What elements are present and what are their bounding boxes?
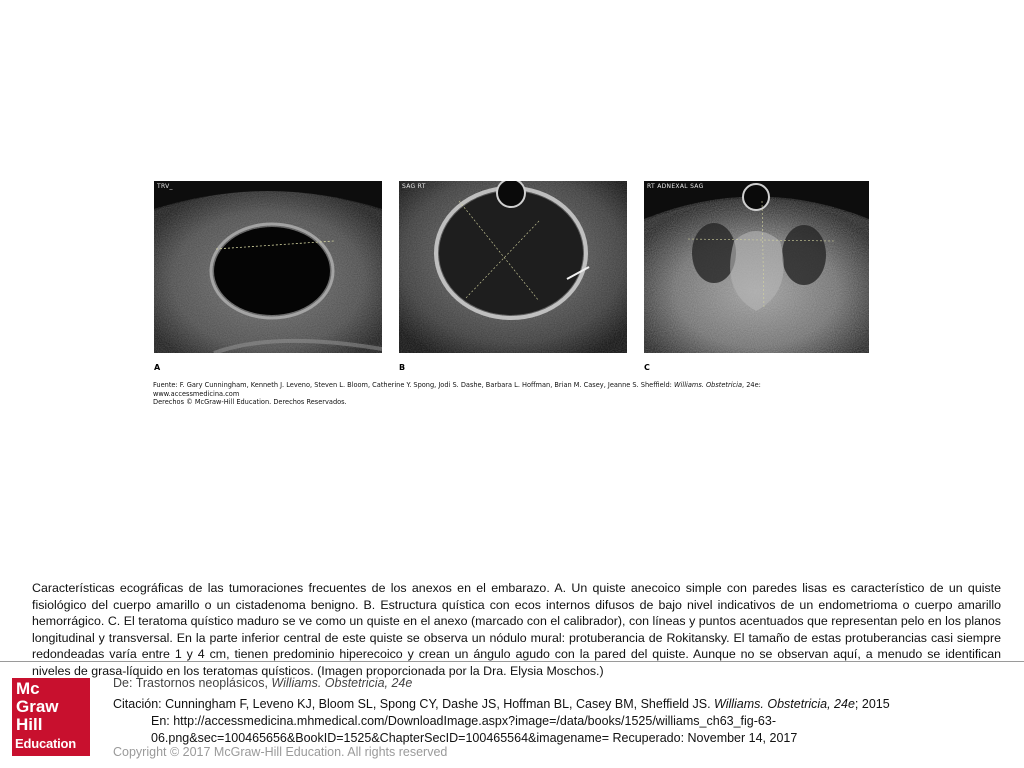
source-line-rights: Derechos © McGraw-Hill Education. Derechos Reservados. (153, 398, 347, 407)
ultrasound-panel-b (399, 181, 627, 353)
source-title: Williams. Obstetricia (674, 381, 743, 389)
citation: Citación: Cunningham F, Leveno KJ, Bloom SL, Spong CY, Dashe JS, Hoffman BL, Casey BM, Sheffield JS. Williams. Obstetricia, 24e; 2015 En: http://accessmedicina.mhmedical.com/DownloadImage.aspx?image=/data/books/1525/williams_ch63_fig-63- 06.png&sec=100465656&BookID=1525&ChapterSecID=100465564&imagename= Recuperado: November 14, 2017 (113, 696, 1013, 747)
copyright-notice: Copyright © 2017 McGraw-Hill Education. All rights reserved (113, 745, 448, 759)
ultrasound-figure (150, 178, 872, 413)
panel-tag-a: TRV_ (157, 183, 173, 190)
citation-url-line-1: En: http://accessmedicina.mhmedical.com/DownloadImage.aspx?image=/data/books/1525/williams_ch63_fig-63- (151, 714, 776, 728)
chapter-source-title: Williams. Obstetricia, 24e (271, 676, 413, 690)
ultrasound-image-a (154, 181, 382, 353)
panel-letter-a: A (154, 363, 161, 372)
figure-caption: Características ecográficas de las tumoraciones frecuentes de los anexos en el embarazo. A. Un quiste anecoico simple con paredes lisas es característico de un quiste fisiológico del cuerpo amarillo o un cistadenoma benigno. B. Estructura quística con ecos internos difusos de bajo nivel indicativos de un endometrioma o cuerpo amarillo hemorrágico. C. El teratoma quístico maduro se ve como un quiste en el anexo (marcado con el calibrador), con líneas y puntos acentuados que representan pelo en los planos longitudinal y transversal. En la parte inferior central de este quiste se observa un nódulo mural: protuberancia de Rokitansky. El tamaño de estas protuberancias casi siempre redondeadas varía entre 1 y 4 cm, tienen predominio hiperecoico y crean un ángulo agudo con la pared del quiste. Aunque no se observan aquí, a menudo se identifican niveles de grasa-líquido en los teratomas quísticos. (Imagen proporcionada por la Dra. Elysia Moschos.) (32, 581, 1001, 678)
ultrasound-panel-a (154, 181, 382, 353)
ultrasound-image-c (644, 181, 869, 353)
ultrasound-image-b (399, 181, 627, 353)
panel-letter-c: C (644, 363, 650, 372)
mcgraw-hill-logo: Mc Graw Hill Education (12, 678, 90, 756)
citation-url-line-2: 06.png&sec=100465656&BookID=1525&ChapterSecID=100465564&imagename= Recuperado: November 14, 2017 (151, 731, 798, 745)
panel-letter-b: B (399, 363, 406, 372)
ultrasound-panel-c (644, 181, 869, 353)
source-line-site: www.accessmedicina.com (153, 389, 240, 398)
figure-source (153, 381, 868, 407)
chapter-source: De: Trastornos neoplásicos, Williams. Obstetricia, 24e (113, 676, 413, 690)
source-line-authors: Fuente: F. Gary Cunningham, Kenneth J. Leveno, Steven L. Bloom, Catherine Y. Spong, Jodi S. Dashe, Barbara L. Hoffman, Brian M. Casey, Jeanne S. Sheffield: Williams. Obstetricia, 24e: (153, 381, 761, 389)
footer-divider (0, 661, 1024, 662)
panel-tag-c: RT ADNEXAL SAG (647, 183, 704, 190)
panel-tag-b: SAG RT (402, 183, 426, 190)
citation-title: Williams. Obstetricia, 24e (714, 697, 855, 711)
